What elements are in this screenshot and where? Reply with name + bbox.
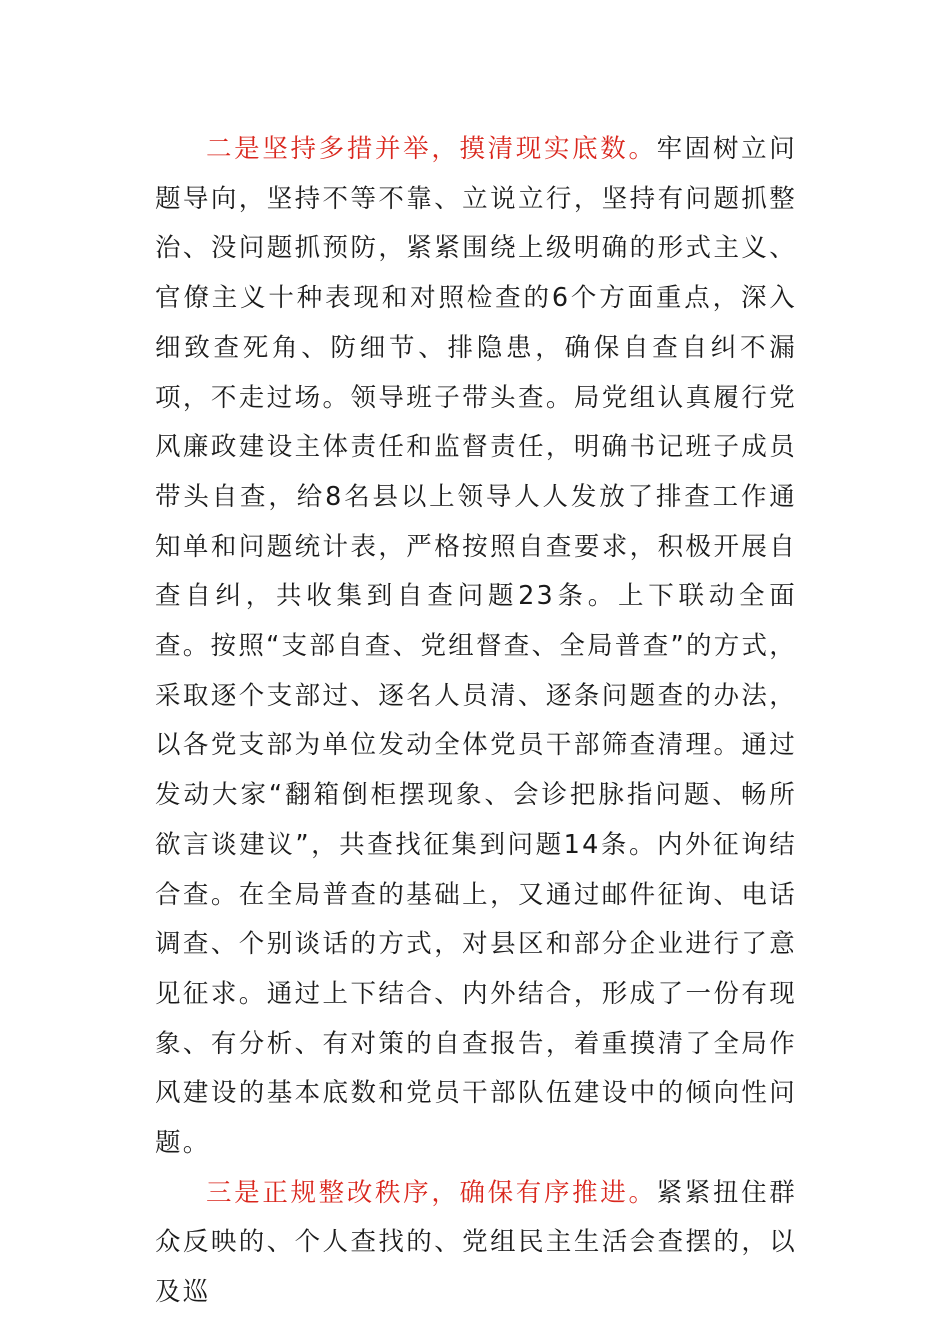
paragraph-two-body: 牢固树立问题导向，坚持不等不靠、立说立行，坚持有问题抓整治、没问题抓预防，紧紧围绕上级明确的形式主义、官僚主义十种表现和对照检查的6个方面重点，深入细致查死角、防细节、排隐患，确保自查自纠不漏项，不走过场。领导班子带头查。局党组认真履行党风廉政建设主体责任和监督责任，明确书记班子成员带头自查，给8名县以上领导人人发放了排查工作通知单和问题统计表，严格按照自查要求，积极开展自查自纠，共收集到自查问题23条。上下联动全面查。按照“支部自查、党组督查、全局普查”的方式，采取逐个支部过、逐名人员清、逐条问题查的办法，以各党支部为单位发动全体党员干部筛查清理。通过发动大家“翻箱倒柜摆现象、会诊把脉指问题、畅所欲言谈建议”，共查找征集到问题14条。内外征询结合查。在全局普查的基础上，又通过邮件征询、电话调查、个别谈话的方式，对县区和部分企业进行了意见征求。通过上下结合、内外结合，形成了一份有现象、有分析、有对策的自查报告，着重摸清了全局作风建设的基本底数和党员干部队伍建设中的倾向性问题。: [155, 134, 797, 1159]
paragraph-two-heading: 二是坚持多措并举，摸清现实底数。: [206, 134, 657, 164]
paragraph-three-heading: 三是正规整改秩序，确保有序推进。: [206, 1177, 657, 1208]
paragraph-three: [155, 1169, 797, 1318]
document-body: [155, 125, 797, 1318]
paragraph-three-body: 紧紧扭住群众反映的、个人查找的、党组民主生活会查摆的，以及巡: [155, 1177, 797, 1308]
paragraph-two: [155, 125, 797, 1169]
